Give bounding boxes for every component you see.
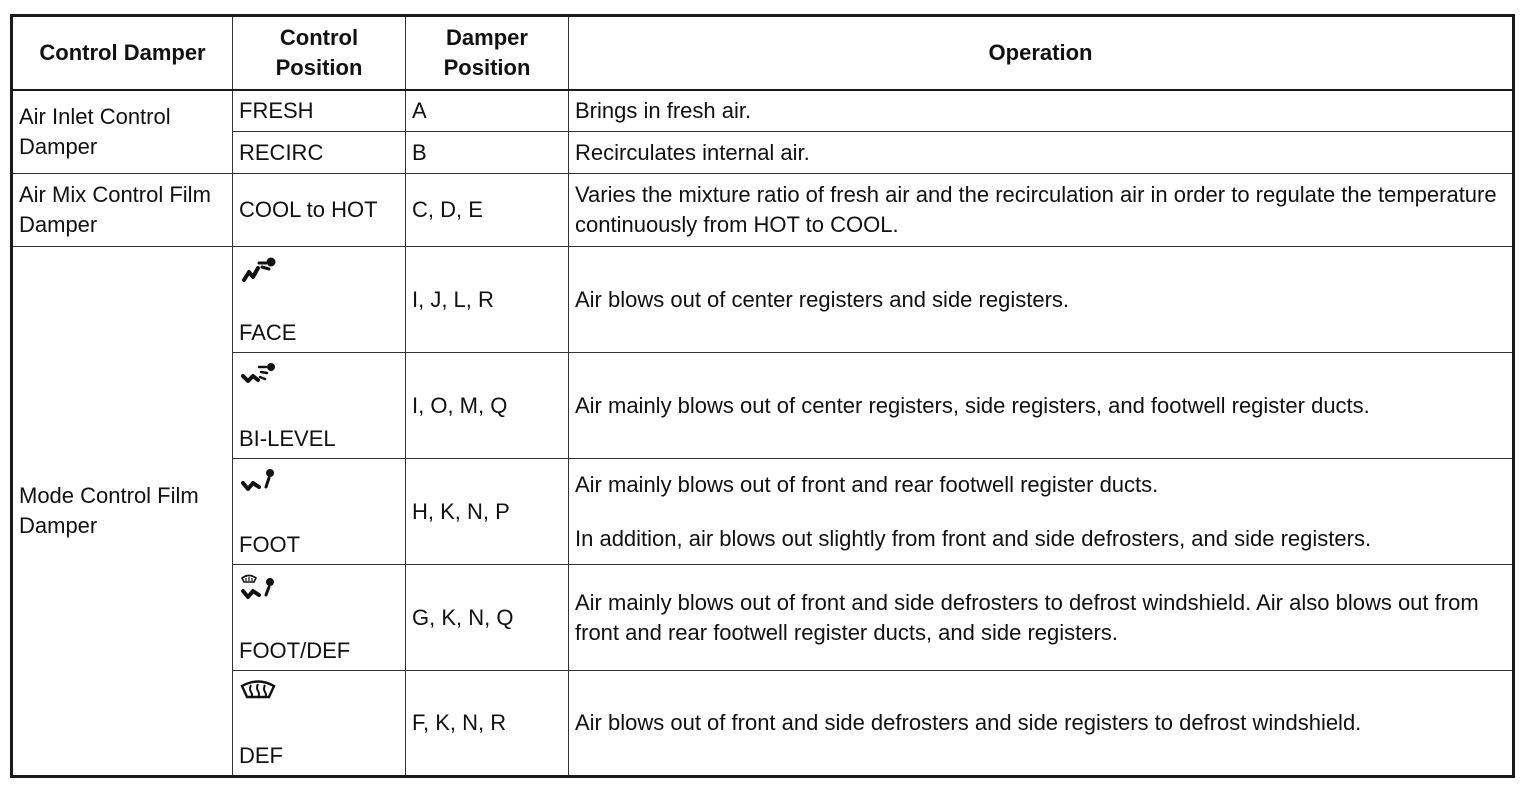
header-control-damper: Control Damper [12,16,233,90]
control-position-cell [233,353,406,459]
table-row [12,132,1514,174]
damper-position-cell: I, O, M, Q [406,353,569,459]
control-position-label: BI-LEVEL [239,426,336,451]
table-header-row [12,16,1514,90]
operation-text: Air blows out of front and side defrosters and side registers to defrost windshield. [575,710,1362,735]
operation-text: In addition, air blows out slightly from front and side defrosters, and side registers. [575,525,1372,551]
control-position-cell [233,671,406,777]
operation-text: Air mainly blows out of front and side defrosters to defrost windshield. Air also blows out from front and rear footwell register ducts, and side registers. [575,589,1479,645]
header-operation: Operation [569,16,1514,90]
damper-position-cell: F, K, N, R [406,671,569,777]
table-row [12,174,1514,247]
control-position-label: FACE [239,320,297,345]
operation-text: Air blows out of center registers and side registers. [575,286,1070,312]
control-position-cell: COOL to HOT [233,174,406,247]
operation-cell [569,90,1514,132]
operation-cell [569,459,1514,565]
operation-text: Air mainly blows out of center registers, side registers, and footwell register ducts. [575,392,1370,418]
operation-cell [569,174,1514,247]
damper-position-cell: H, K, N, P [406,459,569,565]
header-control-position: Control Position [233,16,406,90]
control-position-cell [233,565,406,671]
damper-position-cell: I, J, L, R [406,247,569,353]
control-position-label: FOOT/DEF [239,638,351,663]
damper-operation-table [10,14,1515,778]
operation-cell [569,565,1514,671]
damper-position-cell: G, K, N, Q [406,565,569,671]
damper-position-cell: C, D, E [406,174,569,247]
control-position-cell: FRESH [233,90,406,132]
header-damper-position: Damper Position [406,16,569,90]
bi-level-vent-icon [239,361,279,391]
operation-text: Varies the mixture ratio of fresh air and the recirculation air in order to regulate the temperature continuously from HOT to COOL. [575,182,1497,237]
control-position-cell [233,247,406,353]
operation-cell [569,353,1514,459]
operation-text: Brings in fresh air. [575,97,752,123]
defrost-icon [239,679,279,709]
table-row [12,565,1514,671]
foot-def-vent-icon [239,573,279,603]
control-damper-cell: Air Inlet Control Damper [12,90,233,174]
table-row [12,247,1514,353]
face-vent-icon [239,255,279,285]
operation-text: Air mainly blows out of front and rear footwell register ducts. [575,471,1159,497]
control-position-label: DEF [239,743,283,768]
damper-position-cell: A [406,90,569,132]
table-row [12,671,1514,777]
operation-cell [569,132,1514,174]
damper-position-cell: B [406,132,569,174]
operation-cell [569,247,1514,353]
control-damper-cell: Air Mix Control Film Damper [12,174,233,247]
foot-vent-icon [239,467,279,497]
table-row [12,353,1514,459]
table-row [12,459,1514,565]
table-row [12,90,1514,132]
control-position-cell [233,459,406,565]
control-position-label: FOOT [239,532,301,557]
operation-text: Recirculates internal air. [575,139,810,165]
control-position-cell: RECIRC [233,132,406,174]
operation-cell [569,671,1514,777]
control-damper-cell: Mode Control Film Damper [12,247,233,777]
